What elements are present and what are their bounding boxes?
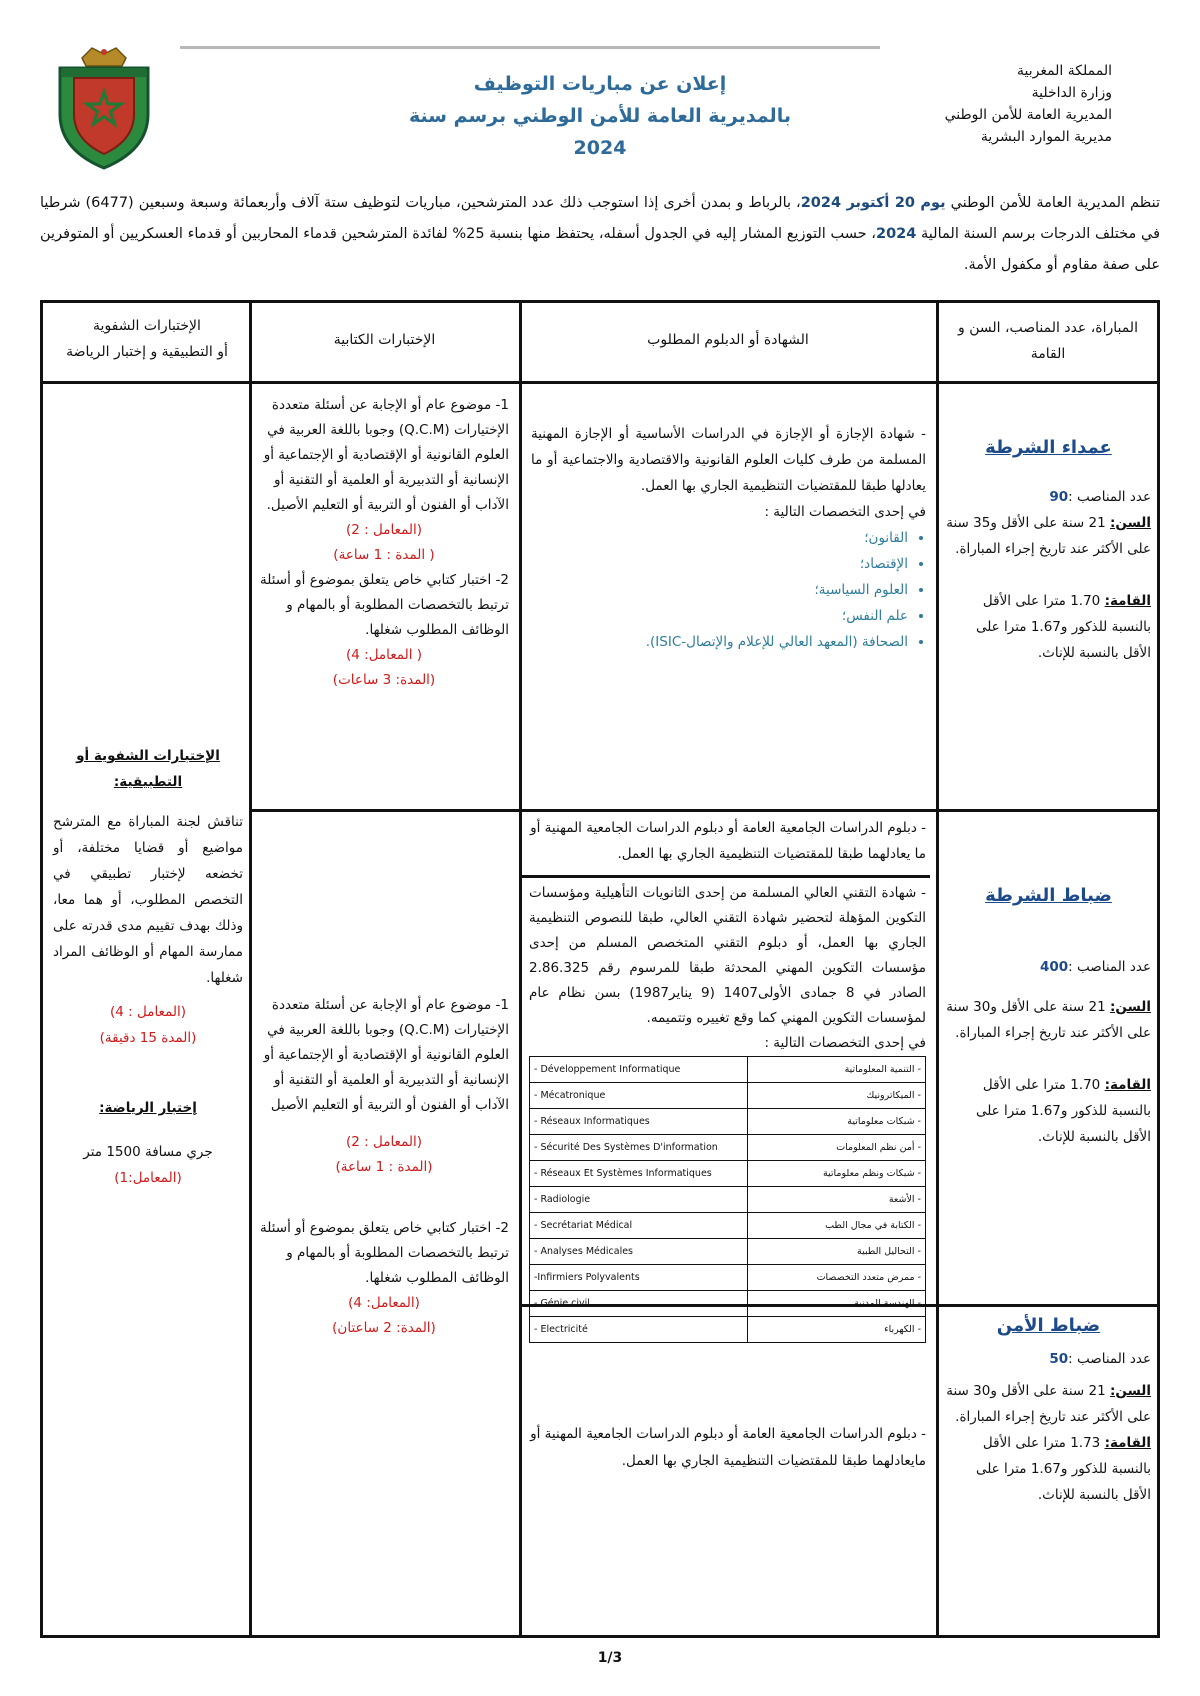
row1-written-coef1: (المعامل : 2): [345, 522, 423, 538]
oral-cell: [53, 743, 243, 1191]
spec-fr: - Sécurité Des Systèmes D'information: [530, 1135, 748, 1161]
spec-fr: - Mécatronique: [530, 1083, 748, 1109]
intro-part-1: تنظم المديرية العامة للأمن الوطني: [945, 195, 1160, 211]
table-divider-col2: [519, 303, 522, 1635]
row2-posts-label: عدد المناصب :: [1068, 959, 1151, 975]
row3-diploma: - دبلوم الدراسات الجامعية العامة أو دبلوم الدراسات الجامعية المهنية أو مايعادلهما طبقا للمقتضيات التنظيمية الجاري بها العمل.: [530, 1426, 926, 1469]
table-row: [530, 1317, 926, 1343]
ministry-line-kingdom: المملكة المغربية: [1016, 63, 1112, 79]
row1-specialty: • القانون؛: [531, 525, 908, 551]
row1-age-label: السن:: [1110, 515, 1151, 531]
spec-fr: - Réseaux Informatiques: [530, 1109, 748, 1135]
row1-competition: [946, 435, 1151, 666]
sport-coef: (المعامل:1): [114, 1170, 182, 1186]
row3-age-label: السن:: [1110, 1383, 1151, 1399]
spec-ar: - الهندسة المدنية: [747, 1291, 925, 1317]
spec-fr: - Secrétariat Médical: [530, 1213, 748, 1239]
spec-fr: - Electricité: [530, 1317, 748, 1343]
row1-written-dur1: ( المدة : 1 ساعة): [333, 547, 435, 563]
row2-specialties-label: في إحدى التخصصات التالية :: [764, 1035, 926, 1051]
row23-written-cell: [259, 993, 509, 1341]
header-row-divider: [43, 381, 1157, 384]
row2-diploma-a: - دبلوم الدراسات الجامعية العامة أو دبلوم الدراسات الجامعية المهنية أو ما يعادلهما طبقا للمقتضيات التنظيمية الجاري بها العمل.: [530, 820, 926, 862]
row1-specialty: • الإقتصاد؛: [531, 551, 908, 577]
table-divider-col1: [936, 303, 939, 1635]
row1-divider: [249, 809, 1157, 812]
row3-posts: 50: [1049, 1351, 1069, 1367]
table-divider-col3: [249, 303, 252, 1635]
row2-height-label: القامة:: [1104, 1077, 1151, 1093]
header-oral-line1: الإختبارات الشفوية: [93, 318, 201, 334]
row3-competition: [946, 1313, 1151, 1508]
row1-rank: عمداء الشرطة: [985, 437, 1112, 458]
row2-diploma-b: - شهادة التقني العالي المسلمة من إحدى الثانويات التأهيلية ومؤسسات التكوين المؤهلة لتحضير شهادة التقني العالي، طبقا للنصوص التنظيمية الجاري بها العمل، أو دبلوم التقني المتخصص المسلم من إحدى مؤسسات التكوين المهني المحدثة طبقا للمرسوم رقم 2.86.325 الصادر في 8 جمادى الأولى1407 (9 يناير1987) بسن نظام عام لمؤسسات التكوين المهني كما وقع تغييره وتتميمه.: [529, 885, 926, 1026]
row1-specialty: • الصحافة (المعهد العالي للإعلام والإتصال-ISIC).: [531, 629, 908, 655]
spec-ar: - شبكات معلوماتية: [747, 1109, 925, 1135]
row1-height-label: القامة:: [1104, 593, 1151, 609]
row1-posts: 90: [1049, 489, 1069, 505]
header-rule: [180, 46, 880, 49]
spec-fr: - Analyses Médicales: [530, 1239, 748, 1265]
ministry-block: [922, 60, 1112, 148]
intro-part-2: ، بالرباط و بمدن أخرى إذا استوجب ذلك عدد المترشحين، مباريات لتوظيف ستة آلاف وأربعمائة وسبعة وسبعين (6477) شرطيا في مختلف الدرجات برسم السنة المالية: [40, 195, 1160, 242]
intro-part-3: ، حسب التوزيع المشار إليه في الجدول أسفله، يحتفظ منها بنسبة 25% لفائدة المترشحين قدماء المحاربين أو قدماء العسكريين أو المتوفرين على صفة مقاوم أو مكفول الأمة.: [40, 226, 1160, 273]
shared-written-test2: 2- اختبار كتابي خاص يتعلق بموضوع أو أسئلة ترتبط بالتخصصات المطلوبة أو بالمهام و الوظائف المطلوب شغلها.: [260, 1220, 509, 1286]
row1-diploma: - شهادة الإجازة أو الإجازة في الدراسات الأساسية أو الإجازة المهنية المسلمة من طرف كليات العلوم القانونية والاقتصادية والاجتماعية أو ما يعادلها طبقا للمقتضيات التنظيمية الجاري بها العمل.: [531, 426, 926, 494]
shared-written-coef2: (المعامل: 4): [348, 1295, 420, 1311]
intro-paragraph: [40, 188, 1160, 281]
table-row: [530, 1135, 926, 1161]
spec-ar: - أمن نظم المعلومات: [747, 1135, 925, 1161]
spec-ar: - الأشعة: [747, 1187, 925, 1213]
row1-posts-label: عدد المناصب :: [1068, 489, 1151, 505]
table-row: [530, 1265, 926, 1291]
row2-height: 1.70 مترا على الأقل بالنسبة للذكور و1.67 مترا على الأقل بالنسبة للإناث.: [975, 1077, 1151, 1145]
table-row: [530, 1187, 926, 1213]
spec-ar: - ممرض متعدد التخصصات: [747, 1265, 925, 1291]
row2-diploma-b-cell: [529, 881, 926, 1343]
header-oral-line2: أو التطبيقية و إختبار الرياضة: [66, 344, 228, 360]
sport-text: جري مسافة 1500 متر: [83, 1144, 213, 1160]
table-row: [530, 1083, 926, 1109]
announcement-title: [380, 68, 820, 164]
row1-diploma-cell: [531, 421, 926, 655]
ministry-line-interior: وزارة الداخلية: [1031, 85, 1112, 101]
shared-written-dur2: (المدة: 2 ساعتان): [332, 1320, 436, 1336]
police-emblem-logo: [52, 44, 156, 170]
oral-title: الإختبارات الشفوية أو التطبيقية:: [76, 748, 220, 790]
spec-ar: - التنمية المعلوماتية: [747, 1057, 925, 1083]
shared-written-dur1: (المدة : 1 ساعة): [335, 1159, 433, 1175]
spec-fr: - Développement Informatique: [530, 1057, 748, 1083]
oral-duration: (المدة 15 دقيقة): [99, 1030, 197, 1046]
row2-rank: ضباط الشرطة: [985, 885, 1112, 906]
spec-ar: - الكتابة في مجال الطب: [747, 1213, 925, 1239]
table-row: [530, 1239, 926, 1265]
spec-fr: - Réseaux Et Systèmes Informatiques: [530, 1161, 748, 1187]
row1-specialties-label: في إحدى التخصصات التالية :: [764, 504, 926, 520]
shared-written-test1: 1- موضوع عام أو الإجابة عن أسئلة متعددة الإختيارات (Q.C.M) وجوبا باللغة العربية في العلوم القانونية أو الإقتصادية أو الإجتماعية أو الإنسانية أو التدبيرية أو العلمية أو التقنية أو الآداب أو الفنون أو التربية أو التعليم الأصيل: [263, 997, 509, 1113]
row3-age: 21 سنة على الأقل و30 سنة على الأكثر عند تاريخ إجراء المباراة.: [946, 1383, 1151, 1425]
title-line-2: بالمديرية العامة للأمن الوطني برسم سنة 2024: [409, 105, 791, 159]
table-row: [530, 1057, 926, 1083]
intro-year: 2024: [876, 226, 917, 242]
row3-height: 1.73 مترا على الأقل بالنسبة للذكور و1.67 مترا على الأقل بالنسبة للإناث.: [975, 1435, 1151, 1503]
shared-written-coef1: (المعامل : 2): [345, 1134, 423, 1150]
ministry-line-dgsn: المديرية العامة للأمن الوطني: [944, 107, 1112, 123]
spec-ar: - شبكات ونظم معلوماتية: [747, 1161, 925, 1187]
header-oral: [47, 313, 247, 365]
intro-date: يوم 20 أكتوبر 2024: [800, 195, 946, 211]
spec-ar: - التحاليل الطبية: [747, 1239, 925, 1265]
row1-age: 21 سنة على الأقل و35 سنة على الأكثر عند تاريخ إجراء المباراة.: [946, 515, 1151, 557]
spec-fr: - Radiologie: [530, 1187, 748, 1213]
row2-diploma-divider: [519, 875, 930, 878]
sport-title: إختبار الرياضة:: [99, 1100, 197, 1116]
table-row: [530, 1161, 926, 1187]
row1-written-dur2: (المدة: 3 ساعات): [332, 672, 436, 688]
row2-specialties-table: [529, 1056, 926, 1343]
header-written: الإختبارات الكتابية: [333, 332, 436, 348]
row1-specialty: • العلوم السياسية؛: [531, 577, 908, 603]
spec-fr: -Infirmiers Polyvalents: [530, 1265, 748, 1291]
row2-competition: [946, 883, 1151, 1150]
ministry-line-hr: مديرية الموارد البشرية: [980, 129, 1112, 145]
header-diploma: الشهادة أو الدبلوم المطلوب: [647, 332, 809, 348]
row1-height: 1.70 مترا على الأقل بالنسبة للذكور و1.67 مترا على الأقل بالنسبة للإناث.: [975, 593, 1151, 661]
spec-fr: - Génie civil: [530, 1291, 748, 1317]
spec-ar: - الكهرباء: [747, 1317, 925, 1343]
recruitment-table: [40, 300, 1160, 1638]
header-competition: المباراة، عدد المناصب، السن و القامة: [958, 320, 1138, 362]
table-row: [530, 1109, 926, 1135]
page-number: 1/3: [597, 1650, 623, 1666]
row1-written-test1: 1- موضوع عام أو الإجابة عن أسئلة متعددة الإختيارات (Q.C.M) وجوبا باللغة العربية في العلوم القانونية أو الإقتصادية أو الإجتماعية أو الإنسانية أو التدبيرية أو العلمية أو التقنية أو الآداب أو الفنون أو التربية أو التعليم الأصيل.: [263, 397, 509, 513]
spec-ar: - الميكاترونيك: [747, 1083, 925, 1109]
row1-written-cell: [259, 393, 509, 693]
oral-text: تناقش لجنة المباراة مع المترشح مواضيع أو قضايا مختلفة، أو تخضعه لإختبار تطبيقي في التخصص المطلوب، أو هما معا، وذلك بهدف تقييم مدى قدرته على ممارسة المهام أو الوظائف المراد شغلها.: [53, 814, 243, 986]
oral-coef: (المعامل : 4): [109, 1004, 187, 1020]
row3-posts-label: عدد المناصب :: [1068, 1351, 1151, 1367]
row1-specialties-list: [531, 525, 926, 655]
row2-age-label: السن:: [1110, 999, 1151, 1015]
row1-specialty: • علم النفس؛: [531, 603, 908, 629]
title-line-1: إعلان عن مباريات التوظيف: [473, 73, 727, 95]
row3-height-label: القامة:: [1104, 1435, 1151, 1451]
row1-written-coef2: ( المعامل: 4): [345, 647, 423, 663]
row1-written-test2: 2- اختبار كتابي خاص يتعلق بموضوع أو أسئلة ترتبط بالتخصصات المطلوبة أو بالمهام و الوظائف المطلوب شغلها.: [260, 572, 509, 638]
row2-posts: 400: [1039, 959, 1069, 975]
row2-age: 21 سنة على الأقل و30 سنة على الأكثر عند تاريخ إجراء المباراة.: [946, 999, 1151, 1041]
row3-rank: ضباط الأمن: [996, 1315, 1101, 1336]
table-row: [530, 1213, 926, 1239]
table-row: [530, 1291, 926, 1317]
